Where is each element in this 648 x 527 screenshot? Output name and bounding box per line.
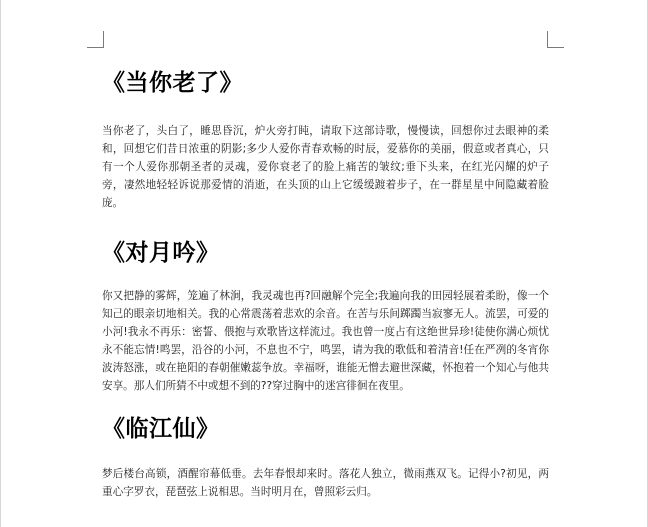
margin-corner-mark bbox=[547, 31, 564, 48]
poem-section bbox=[102, 66, 549, 212]
poem-text: 你又把静的雾辉，笼遍了林涧，我灵魂也再?回融解个完全;我遍向我的田园轻展着柔盼，像一个知己的眼亲切地相关。我的心常震荡着悲欢的余音。在苦与乐间踯躅当寂寥无人。流罢，可爱的小河!我永不再乐：密誓、偎抱与欢歌皆这样流过。我也曾一度占有这绝世异珍!徒使你满心烦忧永不能忘情!鸣罢，沿谷的小河，不息也不宁，鸣罢，请为我的歌低和着清音!任在严冽的冬宵你波涛怒涨，或在艳阳的春朝催嫩蕊争放。幸福呀，谁能无憎去避世深藏，怀抱着一个知心与他共安享。那人们所猜不中或想不到的??穿过胸中的迷宫徘徊在夜里。 bbox=[102, 290, 549, 392]
margin-corner-mark bbox=[87, 31, 104, 48]
document-body[interactable] bbox=[102, 66, 549, 501]
poem-text: 梦后楼台高锁，酒醒帘幕低垂。去年春恨却来时。落花人独立，微雨燕双飞。记得小?初见，两重心字罗衣，琵琶弦上说相思。当时明月在，曾照彩云归。 bbox=[102, 468, 549, 498]
poem-text: 当你老了，头白了，睡思昏沉，炉火旁打盹，请取下这部诗歌，慢慢读，回想你过去眼神的柔和，回想它们昔日浓重的阴影;多少人爱你青春欢畅的时辰，爱慕你的美丽，假意或者真心，只有一个人爱你那朝圣者的灵魂，爱你衰老了的脸上痛苦的皱纹;垂下头来，在红光闪耀的炉子旁，凄然地轻轻诉说那爱情的消逝，在头顶的山上它缓缓踱着步子，在一群星星中间隐藏着脸庞。 bbox=[102, 125, 549, 209]
poem-title: 《当你老了》 bbox=[102, 70, 243, 96]
poem-section bbox=[102, 412, 549, 501]
poem-section bbox=[102, 236, 549, 395]
poem-title: 《对月吟》 bbox=[102, 240, 220, 266]
poem-title: 《临江仙》 bbox=[102, 416, 220, 442]
